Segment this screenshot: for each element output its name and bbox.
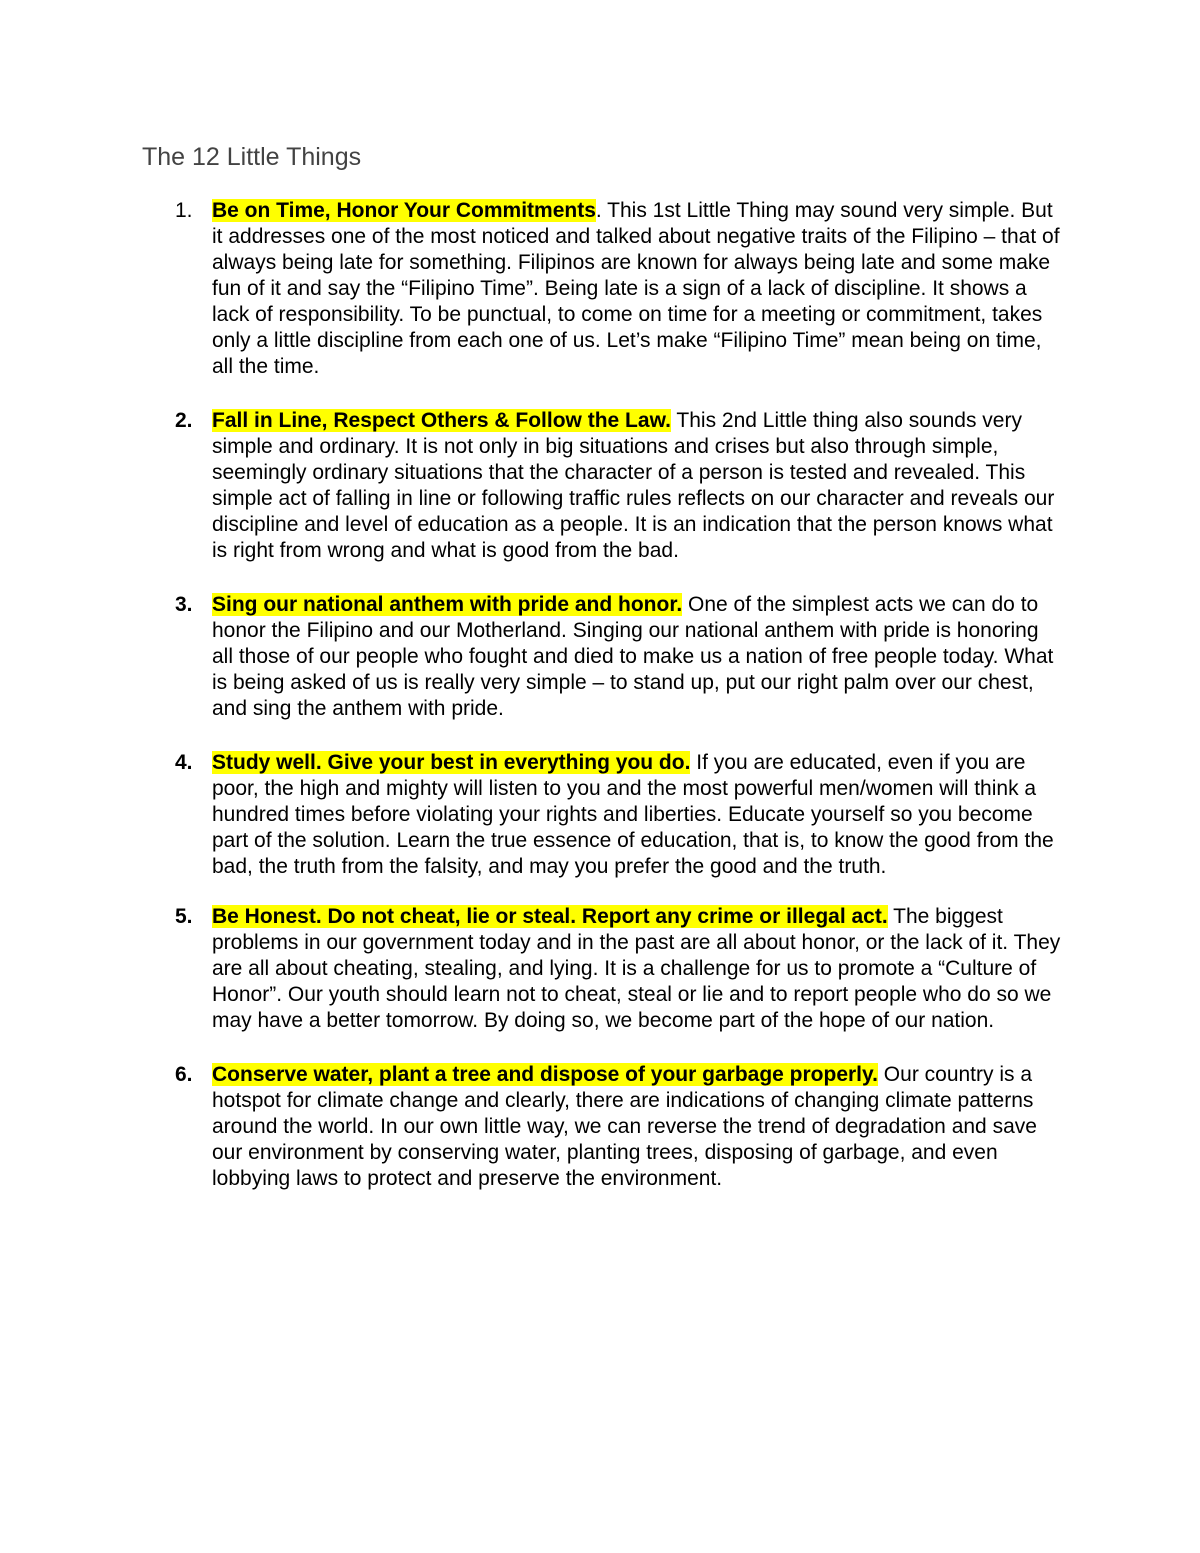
list-item [0, 750, 1062, 880]
item-number: 4. [175, 751, 193, 774]
highlighted-lead: Study well. Give your best in everything you do. [212, 751, 691, 774]
item-body: This 2nd Little thing also sounds very simple and ordinary. It is not only in big situations and crises but also through simple, seemingly ordinary situations that the character of a person is tested and revealed. This simple act of falling in line or following traffic rules reflects on our character and reveals our discipline and level of education as a people. It is an indication that the person knows what is right from wrong and what is good from the bad. [212, 409, 1055, 562]
highlighted-lead: Fall in Line, Respect Others & Follow the Law. [212, 409, 671, 432]
highlighted-lead: Be on Time, Honor Your Commitments [212, 199, 596, 222]
item-number: 2. [175, 409, 193, 432]
item-paragraph [212, 750, 1062, 880]
list-item [0, 592, 1062, 722]
item-paragraph [212, 408, 1062, 564]
item-body: The biggest problems in our government today and in the past are all about honor, or the lack of it. They are all about cheating, stealing, and lying. It is a challenge for us to promote a “Culture of Honor”. Our youth should learn not to cheat, steal or lie and to report people who do so we may have a better tomorrow. By doing so, we become part of the hope of our nation. [212, 905, 1061, 1032]
item-number: 3. [175, 593, 193, 616]
list-item [0, 904, 1062, 1034]
list-item [0, 198, 1062, 380]
item-paragraph [212, 198, 1062, 380]
item-paragraph [212, 1062, 1062, 1192]
item-body: . This 1st Little Thing may sound very simple. But it addresses one of the most noticed and talked about negative traits of the Filipino – that of always being late for something. Filipinos are known for always being late and some make fun of it and say the “Filipino Time”. Being late is a sign of a lack of discipline. It shows a lack of responsibility. To be punctual, to come on time for a meeting or commitment, takes only a little discipline from each one of us. Let’s make “Filipino Time” mean being on time, all the time. [212, 199, 1060, 378]
highlighted-lead: Sing our national anthem with pride and honor. [212, 593, 683, 616]
highlighted-lead: Conserve water, plant a tree and dispose of your garbage properly. [212, 1063, 878, 1086]
item-body: If you are educated, even if you are poor, the high and mighty will listen to you and the most powerful men/women will think a hundred times before violating your rights and liberties. Educate yourself so you become part of the solution. Learn the true essence of education, that is, to know the good from the bad, the truth from the falsity, and may you prefer the good and the truth. [212, 751, 1054, 878]
highlighted-lead: Be Honest. Do not cheat, lie or steal. Report any crime or illegal act. [212, 905, 888, 928]
item-paragraph [212, 592, 1062, 722]
item-number: 5. [175, 905, 193, 928]
little-things-list [0, 198, 1200, 1220]
item-number: 6. [175, 1063, 193, 1086]
item-paragraph [212, 904, 1062, 1034]
document-title: The 12 Little Things [142, 143, 362, 171]
list-item [0, 1062, 1062, 1192]
list-item [0, 408, 1062, 564]
item-number: 1. [175, 199, 193, 222]
item-body: One of the simplest acts we can do to honor the Filipino and our Motherland. Singing our national anthem with pride is honoring all those of our people who fought and died to make us a nation of free people today. What is being asked of us is really very simple – to stand up, put our right palm over our chest, and sing the anthem with pride. [212, 593, 1054, 720]
item-body: Our country is a hotspot for climate change and clearly, there are indications of changing climate patterns around the world. In our own little way, we can reverse the trend of degradation and save our environment by conserving water, planting trees, disposing of garbage, and even lobbying laws to protect and preserve the environment. [212, 1063, 1037, 1190]
